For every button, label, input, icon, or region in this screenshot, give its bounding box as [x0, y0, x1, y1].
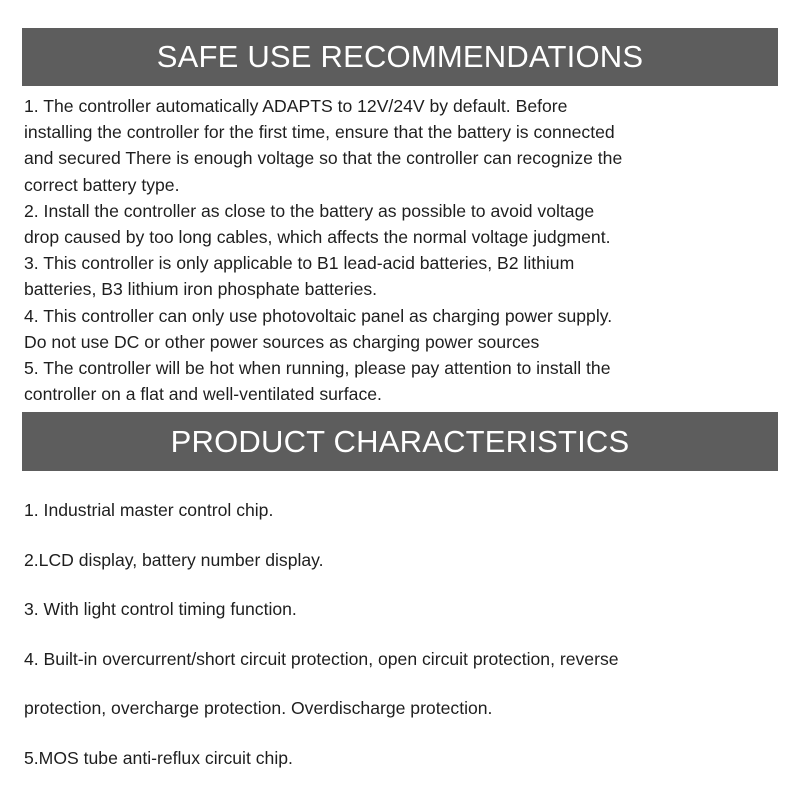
product-characteristic-line: 5.MOS tube anti-reflux circuit chip. — [24, 747, 293, 768]
safe-use-line: 4. This controller can only use photovoltaic panel as charging power supply. — [24, 305, 613, 326]
safe-use-line: 3. This controller is only applicable to B1 lead-acid batteries, B2 lithium — [24, 253, 575, 274]
product-characteristics-list — [24, 497, 780, 795]
safe-use-heading: SAFE USE RECOMMENDATIONS — [22, 28, 778, 86]
safe-use-line: batteries, B3 lithium iron phosphate batteries. — [24, 279, 378, 300]
safe-use-line: Do not use DC or other power sources as charging power sources — [24, 331, 540, 352]
product-characteristics-heading: PRODUCT CHARACTERISTICS — [22, 412, 778, 471]
safe-use-line: installing the controller for the first time, ensure that the battery is connected — [24, 122, 615, 143]
safe-use-line: controller on a flat and well-ventilated surface. — [24, 384, 382, 405]
safe-use-line: 5. The controller will be hot when running, please pay attention to install the — [24, 357, 611, 378]
safe-use-line: and secured There is enough voltage so that the controller can recognize the — [24, 148, 623, 169]
safe-use-list — [24, 93, 780, 407]
product-characteristic-line: protection, overcharge protection. Overdischarge protection. — [24, 698, 493, 719]
product-characteristic-line: 3. With light control timing function. — [24, 599, 297, 620]
product-characteristic-line: 4. Built-in overcurrent/short circuit protection, open circuit protection, reverse — [24, 648, 619, 669]
product-characteristic-line: 2.LCD display, battery number display. — [24, 549, 324, 570]
safe-use-line: 1. The controller automatically ADAPTS to 12V/24V by default. Before — [24, 96, 568, 116]
safe-use-line: drop caused by too long cables, which affects the normal voltage judgment. — [24, 226, 611, 247]
safe-use-line: correct battery type. — [24, 174, 180, 195]
safe-use-line: 2. Install the controller as close to the battery as possible to avoid voltage — [24, 200, 595, 221]
product-characteristic-line: 1. Industrial master control chip. — [24, 500, 274, 520]
